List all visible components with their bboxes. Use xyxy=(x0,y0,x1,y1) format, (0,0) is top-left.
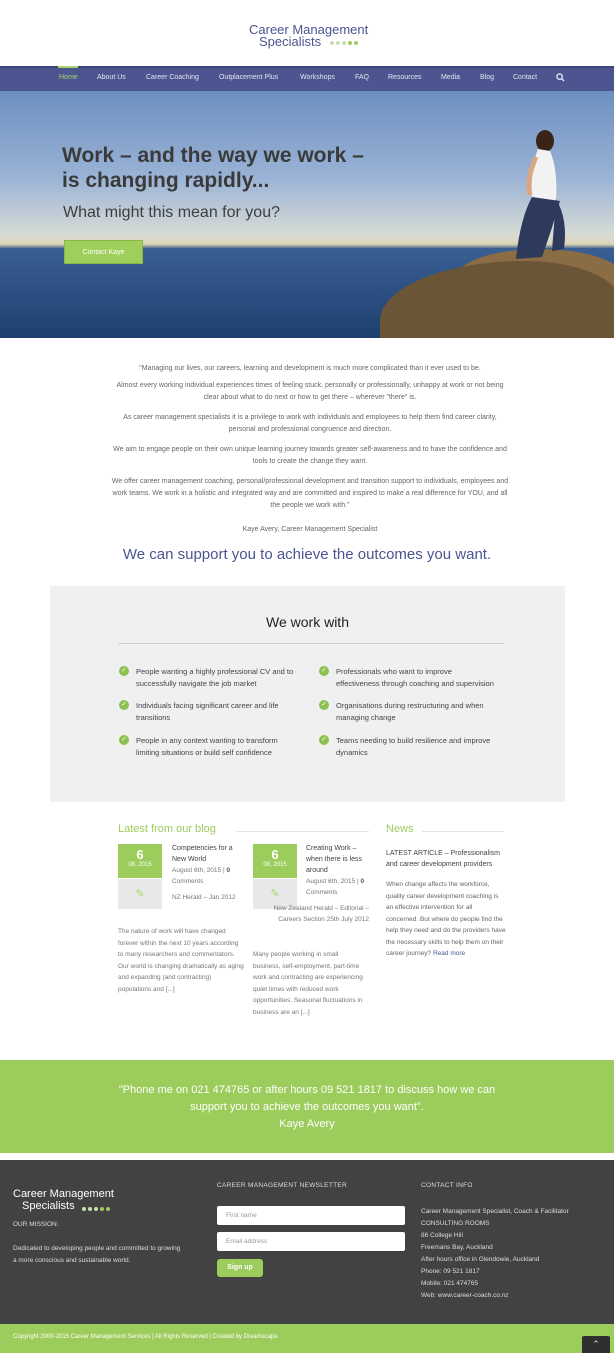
post-title[interactable]: Competencies for a New World xyxy=(172,845,233,863)
contact-line: 86 College Hill xyxy=(421,1232,463,1239)
nav-workshops[interactable]: Workshops xyxy=(300,74,335,81)
news-headline[interactable]: LATEST ARTICLE – Professionalism and career development providers xyxy=(386,850,500,868)
divider xyxy=(118,643,504,644)
contact-line: After hours office in Glendowie, Auckland xyxy=(421,1256,540,1263)
nav-home[interactable]: Home xyxy=(59,74,78,81)
post-title[interactable]: Creating Work – when there is less around xyxy=(306,845,363,874)
post-comments-count[interactable]: 0 xyxy=(360,878,365,885)
hero-headline xyxy=(62,143,402,193)
contact-kaye-button[interactable]: Contact Kaye xyxy=(64,240,143,264)
first-name-input[interactable]: First name xyxy=(217,1206,405,1225)
we-work-with-title: We work with xyxy=(266,614,349,630)
post-meta xyxy=(172,865,248,887)
contact-line[interactable]: Web: www.career-coach.co.nz xyxy=(421,1292,509,1299)
quote-author: Kaye Avery xyxy=(279,1118,335,1130)
news-excerpt: When change affects the workforce, quality career development coaching is an effective intervention for all concerned. But where do people find the help they need and do the providers have the necessary skills to help them on their career journey? xyxy=(386,881,506,957)
check-icon: ✓ xyxy=(119,735,129,745)
copyright-text: Copyright 2000-2015 Career Management Services | All Rights Reserved | Created by Dreamscape xyxy=(13,1334,278,1340)
work-with-item-text: Teams needing to build resilience and improve dynamics xyxy=(336,736,491,757)
mission-text: Dedicated to developing people and committed to growing a more conscious and sustainable world. xyxy=(13,1245,181,1264)
post-meta-separator: | xyxy=(356,878,359,885)
logo-line-1[interactable]: Career Management xyxy=(249,22,369,37)
work-with-item xyxy=(319,700,494,724)
contact-line: Career Management Specialist, Coach & Facilitator xyxy=(421,1208,569,1215)
nav-resources[interactable]: Resources xyxy=(388,74,422,81)
check-icon: ✓ xyxy=(319,666,329,676)
post-meta-date: August 6th, 2015 xyxy=(172,867,222,874)
sign-up-button[interactable]: Sign up xyxy=(217,1259,263,1277)
site-footer xyxy=(0,1160,614,1324)
contact-info-title: CONTACT INFO xyxy=(421,1182,473,1189)
nav-about-us[interactable]: About Us xyxy=(97,74,126,81)
intro-paragraph-2: Almost every working individual experiences times of feeling stuck, personally or professionally, unhappy at work or not being clear about what to do next or how to get there – wherever "there" is. xyxy=(116,382,504,401)
post-meta-separator: | xyxy=(222,867,225,874)
nav-faq[interactable]: FAQ xyxy=(355,74,370,81)
pencil-icon[interactable]: ✎ xyxy=(253,879,297,909)
post-excerpt: Many people working in small business, self-employment, part-time work and contracting are experiencing quiet times with reduced work opportunities. Seasonal fluctuations in business are an [...] xyxy=(253,951,363,1016)
hero-woman-image xyxy=(512,129,572,279)
post-meta xyxy=(306,876,370,898)
site-header xyxy=(0,0,614,66)
check-icon: ✓ xyxy=(119,700,129,710)
we-work-with-section xyxy=(50,586,565,802)
footer-logo-dots xyxy=(82,1207,110,1211)
news-section-title: News xyxy=(386,823,414,835)
nav-career-coaching[interactable]: Career Coaching xyxy=(146,74,199,81)
check-icon: ✓ xyxy=(319,735,329,745)
post-meta-date: August 6th, 2015 xyxy=(306,878,356,885)
email-input[interactable]: Email address xyxy=(217,1232,405,1251)
work-with-item-text: People wanting a highly professional CV and to successfully navigate the job market xyxy=(136,667,294,688)
logo-dots xyxy=(330,41,358,45)
news-title-rule xyxy=(422,831,504,832)
work-with-item xyxy=(119,700,294,724)
hero-headline-line-2: is changing rapidly... xyxy=(62,169,270,192)
post-month: 08, 2015 xyxy=(263,862,287,868)
intro-paragraph-3: As career management specialists it is a privilege to work with individuals and employees to help them find career clarity, personal and professional congruence and direction. xyxy=(123,414,497,433)
intro-signature: Kaye Avery, Career Management Specialist xyxy=(242,526,378,533)
newsletter-title: CAREER MANAGEMENT NEWSLETTER xyxy=(217,1182,347,1189)
search-icon[interactable] xyxy=(556,73,565,84)
hero-banner xyxy=(0,91,614,338)
intro-paragraph-5: We offer career management coaching, personal/professional development and transition support to individuals, employees and work teams. We work in a holistic and integrated way and are committed and inspired to make a real difference for YOU, and all the people we work with." xyxy=(111,478,509,509)
post-comments-label[interactable]: Comments xyxy=(306,889,338,896)
news-body xyxy=(386,879,506,960)
read-more-link[interactable]: Read more xyxy=(432,950,466,957)
intro-paragraph-1: "Managing our lives, our careers, learning and development is much more complicated than it ever used to be. xyxy=(139,365,481,372)
footer-logo-line-1: Career Management xyxy=(13,1188,114,1200)
post-date-badge xyxy=(253,844,297,878)
mission-label: OUR MISSION: xyxy=(13,1221,59,1228)
contact-line: Mobile: 021 474765 xyxy=(421,1280,479,1287)
post-source: NZ Herald – Jan 2012 xyxy=(172,894,236,901)
nav-outplacement-plus[interactable]: Outplacement Plus xyxy=(219,74,279,81)
copyright-bar xyxy=(0,1324,614,1353)
contact-line: Phone: 09 521 1817 xyxy=(421,1268,480,1275)
phone-quote-banner xyxy=(0,1060,614,1153)
post-date-badge xyxy=(118,844,162,878)
work-with-item xyxy=(119,735,294,759)
contact-line: CONSULTING ROOMS xyxy=(421,1220,490,1227)
post-comments-label[interactable]: Comments xyxy=(172,878,204,885)
intro-paragraph-4: We aim to engage people on their own unique learning journey towards greater self-awareness and to have the confidence and tools to create the change they want. xyxy=(113,446,507,465)
support-heading: We can support you to achieve the outcomes you want. xyxy=(122,546,492,563)
work-with-item xyxy=(119,666,294,690)
hero-subheadline: What might this mean for you? xyxy=(63,204,280,221)
check-icon: ✓ xyxy=(119,666,129,676)
logo-line-2[interactable]: Specialists xyxy=(259,34,322,49)
post-day: 6 xyxy=(136,847,144,862)
work-with-item xyxy=(319,735,494,759)
work-with-item-text: Individuals facing significant career and life transitions xyxy=(136,701,279,722)
contact-line: Freemans Bay, Auckland xyxy=(421,1244,493,1251)
work-with-item-text: People in any context wanting to transform limiting situations or build self confidence xyxy=(136,736,278,757)
pencil-icon[interactable]: ✎ xyxy=(118,879,162,909)
post-month: 08, 2015 xyxy=(128,862,152,868)
chevron-up-icon[interactable]: ⌃ xyxy=(582,1336,610,1353)
post-day: 6 xyxy=(271,847,279,862)
post-excerpt: The nature of work will have changed forever within the next 10 years according to many researchers and commentators. Our world is changing dramatically as aging and expanding (and contracting) populations and [...] xyxy=(118,928,244,993)
work-with-item-text: Organisations during restructuring and when managing change xyxy=(336,701,484,722)
post-comments-count[interactable]: 0 xyxy=(226,867,231,874)
hero-headline-line-1: Work – and the way we work – xyxy=(62,144,364,167)
work-with-item xyxy=(319,666,494,690)
active-indicator xyxy=(58,66,78,68)
nav-media[interactable]: Media xyxy=(441,74,461,81)
check-icon: ✓ xyxy=(319,700,329,710)
work-with-item-text: Professionals who want to improve effectiveness through coaching and supervision xyxy=(336,667,494,688)
footer-logo-line-2: Specialists xyxy=(22,1200,75,1212)
blog-section-title: Latest from our blog xyxy=(118,823,216,835)
nav-contact[interactable]: Contact xyxy=(513,74,538,81)
blog-title-rule xyxy=(236,831,369,832)
quote-line-2: support you to achieve the outcomes you want". xyxy=(190,1101,424,1113)
quote-line-1: "Phone me on 021 474765 or after hours 09 521 1817 to discuss how we can xyxy=(118,1084,496,1096)
main-nav xyxy=(0,66,614,91)
nav-blog[interactable]: Blog xyxy=(480,74,495,81)
post-source: New Zealand Herald – Editorial – Careers Section 25th July 2012 xyxy=(273,905,369,923)
